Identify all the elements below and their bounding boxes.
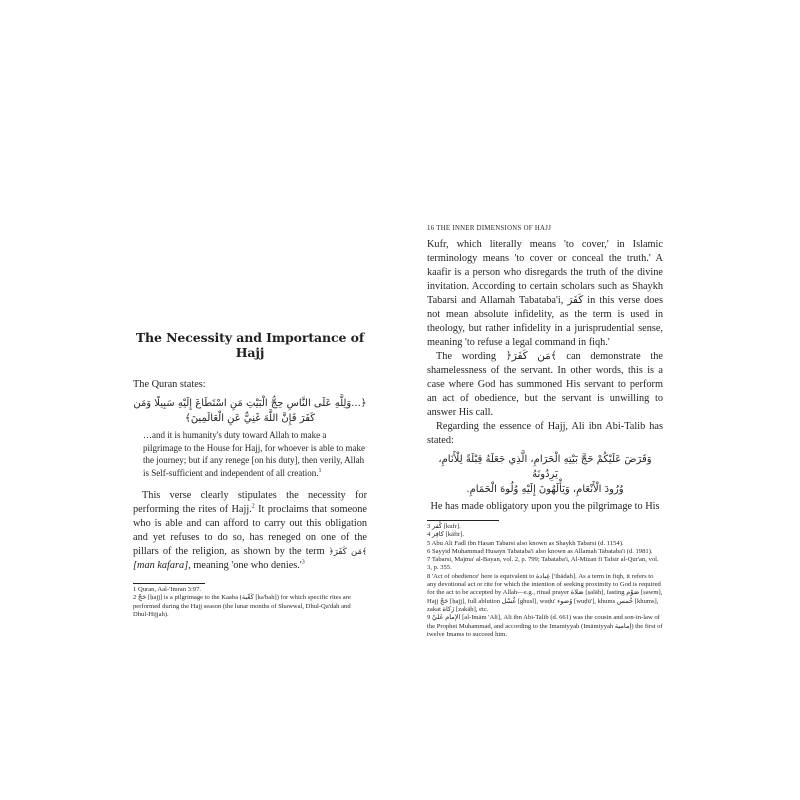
arabic-verse [133, 396, 367, 426]
footnote: 7 Tabarsi, Majma' al-Bayan, vol. 2, p. 799; Tabataba'i, Al-Mizan fi Tafsir al-Qur'an, vol. 3, p. 355. [427, 556, 659, 572]
left-footnotes [133, 586, 367, 619]
footnote-rule [133, 583, 205, 584]
term-transliteration: [man kafara] [133, 560, 189, 571]
left-page [133, 330, 367, 619]
footnote-ref-1: 1 [318, 467, 322, 474]
paragraph-cont: It proclaims that someone who is able and can afford to carry out this obligation and yet refuses to do so, has reneged on one of the pillars of the religion, as shown by the term [133, 504, 368, 557]
verse-translation [143, 429, 367, 479]
footnote: 5 Abu Ali Fadl ibn Hasan Tabarsi also known as Shaykh Tabarsi (d. 1154). [427, 539, 624, 547]
footnote: 4 كافِر [kāfir]. [427, 531, 465, 539]
intro-line: The Quran states: [133, 379, 206, 390]
arabic-verse-line-2: كَفَرَ فَإِنَّ اللَّهَ غَنِيٌّ عَنِ الْعَالَمِينَ﴾ [184, 413, 316, 424]
arabic-quote [427, 452, 663, 497]
body-paragraph: Kufr, which literally means 'to cover,' in Islamic terminology means 'to cover or conceal the truth.' A kaafir is a person who disregards the truth of the divine invitation. According to certain scholars such as Shaykh Tabarsi and Allamah Tabataba'i, كَفَرَ in this verse does not mean absolute infidelity, as the term is used in theology, but rather infidelity in a jurisprudential sense, meaning 'to refuse a legal command in fiqh.' [427, 239, 663, 348]
verse-translation-text: …and it is humanity's duty toward Allah to make a pilgrimage to the House for Hajj, for whoever is able to make the journey; but if any renege [on his duty], then verily, Allah is Self-sufficient and independent of all creation. [143, 430, 365, 478]
quote-translation: He has made obligatory upon you the pilgrimage to His [430, 501, 660, 512]
arabic-verse-line-1: ﴿...وَلِلَّهِ عَلَى النَّاسِ حِجُّ الْبَيْتِ مَنِ اسْتَطَاعَ إِلَيْهِ سَبِيلًا وَمَن [133, 398, 367, 409]
body-paragraph [133, 489, 367, 573]
chapter-heading: The Necessity and Importance of Hajj [135, 330, 365, 360]
body-paragraph: The wording ﴿مَن كَفَرَ﴾ can demonstrate the shamelessness of the servant. In other words, this is a case where God has summoned His servant to perform an act of obedience, but the servant is unwilling to answer His call. [427, 351, 663, 418]
right-footnotes [427, 523, 663, 639]
footnote: 8 'Act of obedience' here is equivalent to عِبادة ['ibādah]. As a term in fiqh, it refers to any devotional act or rite for which the intention of seeking proximity to God is required for the act to be accepted by Allah—e.g., ritual prayer صَلاة [ṣalāh], fasting صَوْم [ṣawm], Hajj حَجّ [ḥajj], full ablution غُسْل [ghusl], wuḍu' وُضوء [wuḍū'], khums خُمس [khums], zakat زَكاة [zakāh], etc. [427, 572, 663, 613]
footnote: 2 حَجّ [ḥajj] is a pilgrimage to the Kaaba (كَعْبة [ka'bah]) for which specific rites are performed during the Hajj season (the lunar months of Shawwal, Dhul-Qa'dah and Dhul-Hijjah). [133, 594, 351, 618]
footnote-rule [427, 520, 499, 521]
right-page [427, 225, 663, 639]
footnote: 9 الإمام عَليّ [al-Imām 'Alī], Ali ibn Abi-Talib (d. 661) was the cousin and son-in-law of the Prophet Muhammad, and according to the Imamiyyah (Imāmiyyah إمامية) the first of twelve Imams to succeed him. [427, 614, 663, 638]
footnote-ref-3: 3 [301, 559, 305, 566]
footnote: 3 كُفر [kufr]. [427, 523, 461, 530]
footnote-ref-2: 2 [251, 503, 255, 510]
paragraph-start: This verse clearly stipulates the necessity for performing the rites of Hajj. [133, 490, 367, 515]
arabic-quote-line-1: وَفَرَضَ عَلَيْكُمْ حَجَّ بَيْتِهِ الْحَرَامِ، الَّذِي جَعَلَهُ قِبْلَةً لِلْأَنَامِ، يَرِدُونَهُ [438, 454, 652, 480]
footnote: 6 Sayyid Muhammad Husayn Tabataba'i also known as Allamah Tabataba'i (d. 1981). [427, 547, 653, 555]
arabic-quote-line-2: وُرُودَ الْأَنْعَامِ، وَيَأْلَهُونَ إِلَيْهِ وُلُوهَ الْحَمَامِ. [466, 484, 624, 495]
term-arabic: ﴿مَن كَفَرَ﴾ [328, 547, 368, 557]
paragraph-end: , meaning 'one who denies.' [188, 560, 302, 571]
body-paragraph: Regarding the essence of Hajj, Ali ibn Abi-Talib has stated: [427, 421, 663, 446]
footnote: 1 Quran, Aal-'Imran 3:97. [133, 586, 202, 593]
running-head: 16 THE INNER DIMENSIONS OF HAJJ [427, 225, 552, 232]
